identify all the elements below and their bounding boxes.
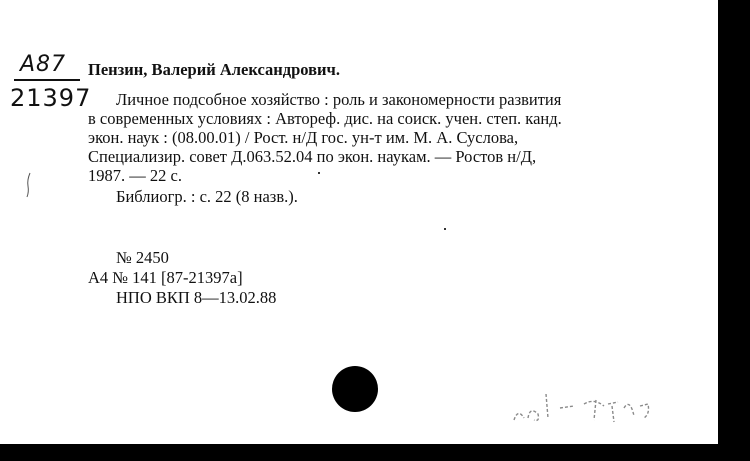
bibliography-note: Библиогр. : с. 22 (8 назв.). bbox=[116, 187, 298, 206]
title-line-2: в современных условиях : Автореф. дис. на соиск. учен. степ. канд. bbox=[88, 109, 562, 128]
pencil-mark bbox=[26, 172, 32, 198]
publisher-line: НПО ВКП 8—13.02.88 bbox=[116, 288, 277, 307]
call-number-underline bbox=[14, 79, 80, 81]
author-heading: Пензин, Валерий Александрович. bbox=[88, 60, 340, 79]
title-line-5: 1987. — 22 с. bbox=[88, 166, 182, 185]
punch-hole bbox=[332, 366, 378, 412]
title-line-1: Личное подсобное хозяйство : роль и закономерности развития bbox=[116, 90, 562, 109]
call-number-top: А87 bbox=[20, 52, 67, 77]
card-number: № 2450 bbox=[116, 248, 169, 267]
format-line: А4 № 141 [87-21397а] bbox=[88, 268, 243, 287]
title-line-3: экон. наук : (08.00.01) / Рост. н/Д гос. ун-т им. М. А. Суслова, bbox=[88, 128, 519, 147]
speck bbox=[444, 228, 446, 230]
call-number-bottom: 21397 bbox=[10, 84, 92, 112]
title-line-4: Специализир. совет Д.063.52.04 по экон. наукам. — Ростов н/Д, bbox=[88, 147, 537, 166]
pencil-scribble bbox=[508, 384, 658, 430]
speck bbox=[318, 172, 320, 174]
